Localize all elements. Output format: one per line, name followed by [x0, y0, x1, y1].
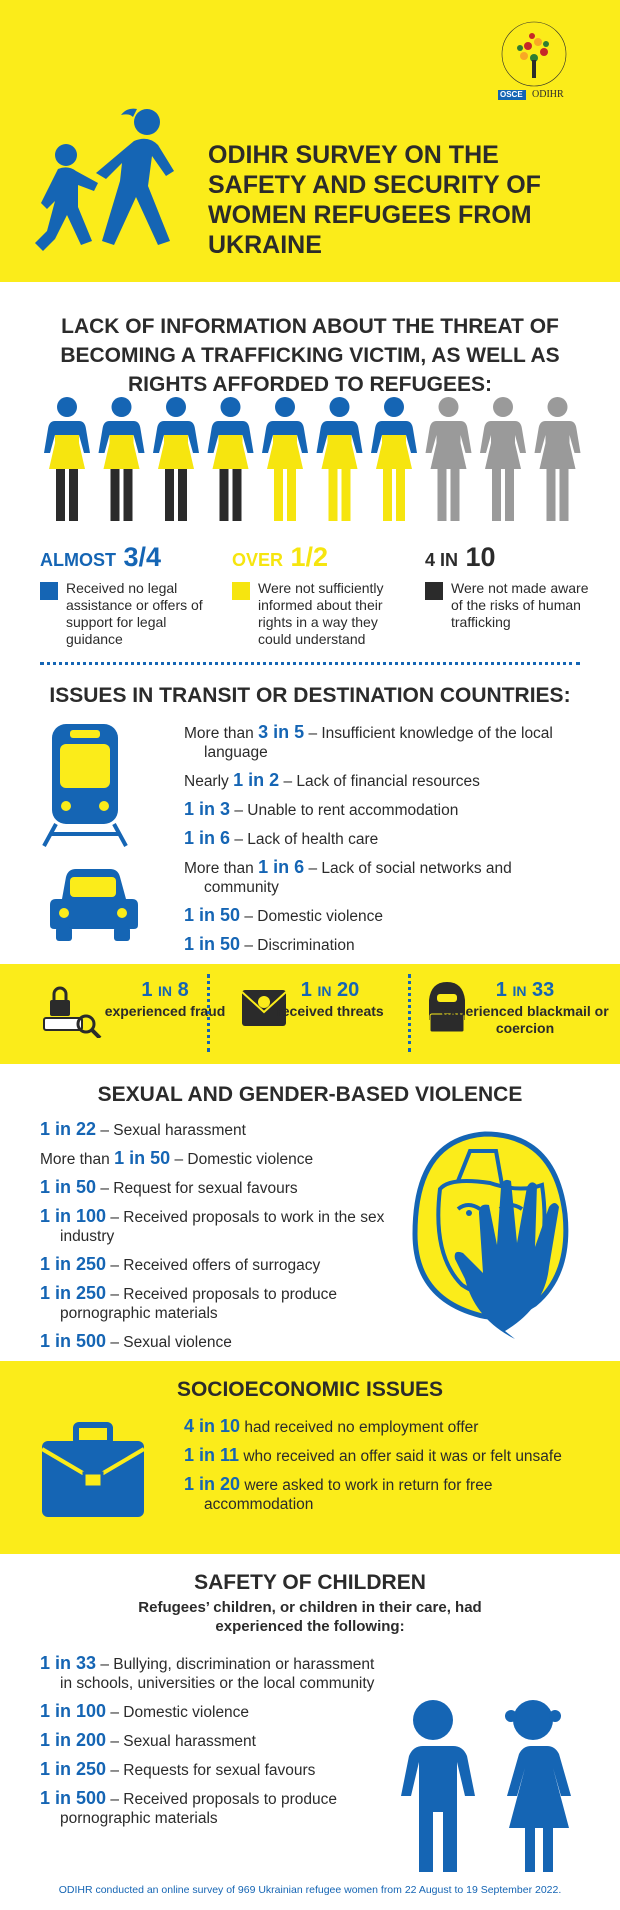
item-prefix: Nearly [184, 773, 234, 790]
item-text: – Sexual harassment [96, 1122, 246, 1139]
threat-blackmail [440, 978, 610, 1037]
item-text: – Lack of social networks and community [204, 860, 512, 896]
item-prefix: More than [184, 860, 259, 877]
list-item [184, 1446, 564, 1466]
item-ratio: 1 in 100 [40, 1206, 107, 1226]
list-item [40, 1702, 390, 1722]
woman-figure [262, 397, 308, 521]
item-ratio: 1 in 250 [40, 1759, 107, 1779]
item-text: – Insufficient knowledge of the local language [204, 725, 553, 761]
item-ratio: 1 in 2 [233, 770, 280, 790]
item-ratio: 1 in 3 [184, 799, 231, 819]
stat-value: 4 IN 10 [425, 542, 496, 572]
item-ratio: 1 in 50 [184, 905, 241, 925]
threat-value: 1 IN 20 [300, 979, 360, 1001]
item-text: – Discrimination [240, 937, 355, 954]
list-item [40, 1284, 390, 1323]
socio-list [184, 1417, 564, 1523]
item-ratio: 1 in 200 [40, 1730, 107, 1750]
woman-figure [99, 397, 145, 521]
woman-figure [153, 397, 199, 521]
item-ratio: 1 in 250 [40, 1254, 107, 1274]
threats-section [0, 964, 620, 1064]
item-text: – Domestic violence [240, 908, 384, 925]
briefcase-icon [38, 1421, 148, 1521]
threat-value: 1 IN 8 [141, 979, 189, 1001]
item-text: who received an offer said it was or felt unsafe [239, 1448, 562, 1465]
stat-value: OVER 1/2 [232, 542, 329, 572]
socio-heading: SOCIOECONOMIC ISSUES [176, 1378, 444, 1401]
children-icon [385, 1694, 585, 1874]
divider [408, 974, 411, 1052]
stat-desc: Received no legal assistance or offers of support for legal guidance [40, 580, 215, 648]
item-text: – Received offers of surrogacy [106, 1257, 321, 1274]
list-item [40, 1120, 390, 1140]
transit-issues-section [0, 677, 620, 964]
item-ratio: 1 in 6 [258, 857, 305, 877]
item-ratio: 1 in 500 [40, 1331, 107, 1351]
list-item [40, 1654, 390, 1693]
list-item [184, 935, 584, 955]
osce-logo-text: OSCE [500, 90, 523, 99]
list-item [184, 771, 584, 791]
list-item [184, 723, 584, 762]
transit-heading: ISSUES IN TRANSIT OR DESTINATION COUNTRIES: [49, 684, 571, 707]
item-ratio: 1 in 500 [40, 1788, 107, 1808]
item-ratio: 1 in 50 [40, 1177, 97, 1197]
lack-of-information-section [0, 282, 620, 677]
list-item [40, 1207, 390, 1246]
list-item [184, 1475, 564, 1514]
list-item [40, 1789, 390, 1828]
osce-odihr-logo [496, 18, 596, 108]
item-text: – Requests for sexual favours [106, 1762, 316, 1779]
threat-fraud [80, 978, 250, 1020]
item-prefix: More than [40, 1151, 115, 1168]
sgbv-heading: SEXUAL AND GENDER-BASED VIOLENCE [97, 1083, 523, 1106]
list-item [40, 1255, 390, 1275]
sgbv-section [0, 1064, 620, 1361]
children-heading: SAFETY OF CHILDREN [194, 1571, 426, 1594]
info-heading: LACK OF INFORMATION ABOUT THE THREAT OF BECOMING A TRAFFICKING VICTIM, AS WELL AS RIGHTS AFFORDED TO REFUGEES: [60, 315, 560, 396]
stat-desc: Were not sufficiently informed about their rights in a way they could understand [232, 580, 407, 648]
item-text: – Lack of financial resources [279, 773, 480, 790]
divider [207, 974, 210, 1052]
item-ratio: 4 in 10 [184, 1416, 241, 1436]
car-icon [48, 867, 138, 943]
list-item [184, 906, 584, 926]
item-text: – Domestic violence [170, 1151, 314, 1168]
item-ratio: 1 in 6 [184, 828, 231, 848]
socioeconomic-section [0, 1361, 620, 1554]
stat-rights-informed [232, 537, 407, 648]
sgbv-list [40, 1120, 390, 1361]
item-text: – Bullying, discrimination or harassment in schools, universities or the local community [60, 1656, 375, 1692]
item-ratio: 1 in 250 [40, 1283, 107, 1303]
woman-figure [371, 397, 417, 521]
item-text: were asked to work in return for free accommodation [204, 1477, 493, 1513]
item-text: – Lack of health care [230, 831, 379, 848]
transit-list [184, 723, 584, 964]
item-ratio: 1 in 11 [184, 1445, 240, 1465]
item-text: – Request for sexual favours [96, 1180, 298, 1197]
woman-figure [317, 397, 363, 521]
page-title: ODIHR SURVEY ON THE SAFETY AND SECURITY OF WOMEN REFUGEES FROM UKRAINE [208, 141, 541, 259]
item-ratio: 1 in 33 [40, 1653, 97, 1673]
item-text: – Received proposals to produce pornographic materials [60, 1791, 337, 1827]
mother-child-icon [30, 105, 200, 260]
list-item [40, 1149, 390, 1169]
item-text: had received no employment offer [240, 1419, 479, 1436]
item-text: – Unable to rent accommodation [230, 802, 459, 819]
item-ratio: 1 in 100 [40, 1701, 107, 1721]
woman-figure [480, 397, 526, 521]
item-prefix: More than [184, 725, 259, 742]
list-item [40, 1760, 390, 1780]
list-item [184, 800, 584, 820]
stat-legal-assistance [40, 537, 215, 648]
woman-figure [426, 397, 472, 521]
list-item [184, 858, 584, 897]
item-text: – Domestic violence [106, 1704, 250, 1721]
list-item [184, 1417, 564, 1437]
threat-threats [245, 978, 415, 1020]
header-section [0, 0, 620, 282]
train-icon [42, 722, 128, 847]
stat-desc: Were not made aware of the risks of human trafficking [425, 580, 600, 631]
children-list [40, 1654, 390, 1837]
item-text: – Received proposals to produce pornographic materials [60, 1286, 337, 1322]
stat-trafficking-risk [425, 537, 600, 631]
woman-figure [44, 397, 90, 521]
woman-figure [535, 397, 581, 521]
item-text: – Received proposals to work in the sex industry [60, 1209, 385, 1245]
divider [40, 662, 580, 665]
item-text: – Sexual violence [106, 1334, 232, 1351]
threat-desc: experienced fraud [104, 1003, 226, 1019]
item-ratio: 1 in 22 [40, 1119, 97, 1139]
list-item [184, 829, 584, 849]
odihr-logo-text: ODIHR [532, 89, 564, 100]
item-ratio: 3 in 5 [258, 722, 305, 742]
footer-note: ODIHR conducted an online survey of 969 Ukrainian refugee women from 22 August to 19 September 2022. [58, 1884, 562, 1896]
list-item [40, 1332, 390, 1352]
children-section [0, 1554, 620, 1910]
list-item [40, 1178, 390, 1198]
item-ratio: 1 in 50 [114, 1148, 171, 1168]
threat-desc: experienced blackmail or coercion [441, 1003, 609, 1036]
women-figures-icon [42, 397, 582, 522]
threat-desc: received threats [276, 1003, 384, 1019]
threat-value: 1 IN 33 [495, 979, 555, 1001]
list-item [40, 1731, 390, 1751]
stat-value: ALMOST 3/4 [40, 542, 162, 572]
woman-stop-hand-icon [400, 1129, 595, 1344]
woman-figure [208, 397, 254, 521]
item-ratio: 1 in 50 [184, 934, 241, 954]
children-subheading: Refugees’ children, or children in their care, had experienced the following: [138, 1599, 482, 1635]
item-text: – Sexual harassment [106, 1733, 256, 1750]
item-ratio: 1 in 20 [184, 1474, 241, 1494]
